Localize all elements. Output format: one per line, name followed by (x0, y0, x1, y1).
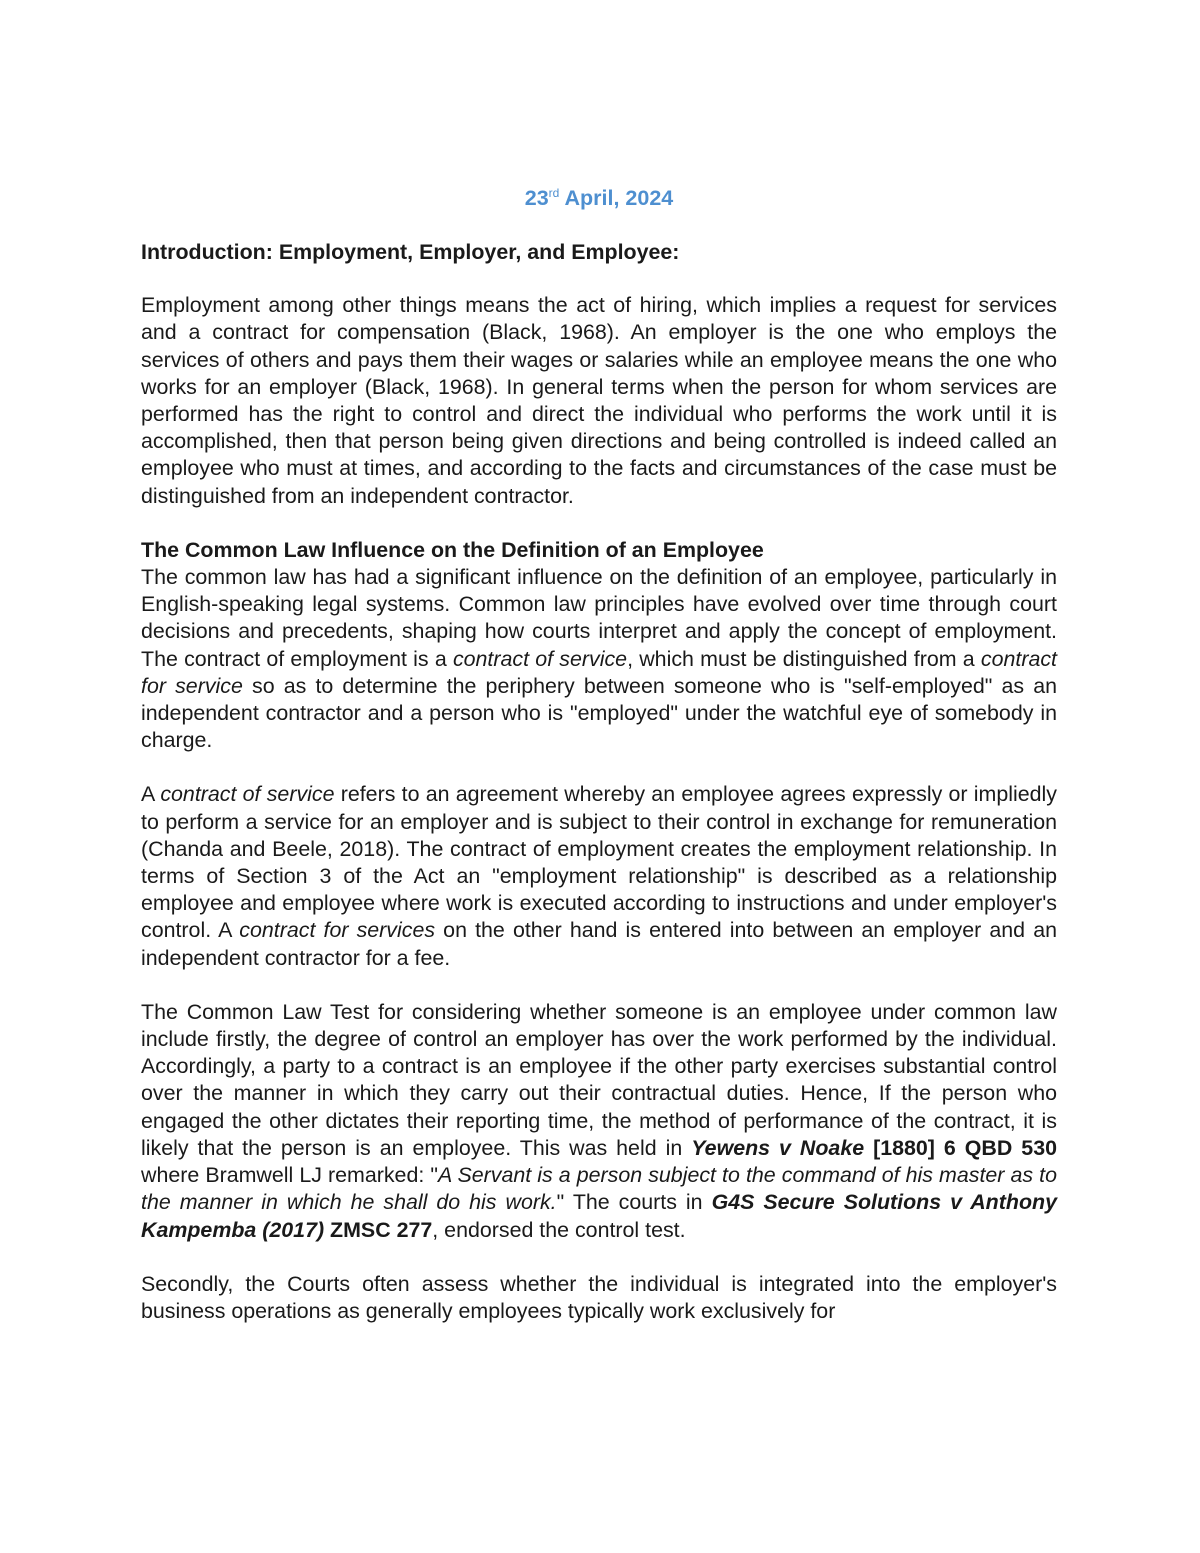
document-date (141, 183, 1057, 213)
text-run: , which must be distinguished from a (627, 646, 981, 671)
quotation: A Servant is a person subject to the command of his master as to the manner in which he shall do his work. (141, 1163, 1057, 1215)
text-run: so as to determine the periphery between someone who is "self-employed" as an independent contractor and a person who is "employed" under the watchful eye of somebody in charge. (141, 673, 1057, 753)
text-run: refers to an agreement whereby an employee agrees expressly or impliedly to perform a service for an employer and is subject to their control in exchange for remuneration (Chanda and Beele, 2018). The contract of employment creates the employment relationship. In terms of Section 3 of the Act an "employment relationship" is described as a relationship employee and employee where work is executed according to instructions and under employer's control. A (141, 782, 1057, 943)
italic-term: contract for services (239, 918, 436, 943)
intro-paragraph: Employment among other things means the act of hiring, which implies a request for services and a contract for compensation (Black, 1968). An employer is the one who employs the services of others and pays them their wages or salaries while an employee means the one who works for an employer (Black, 1968). In general terms when the person for whom services are performed has the right to control and direct the individual who performs the work until it is accomplished, then that person being given directions and being controlled is indeed called an employee who must at times, and according to the facts and circumstances of the case must be distinguished from an independent contractor. (141, 293, 1057, 508)
text-run: The Common Law Test for considering whether someone is an employee under common law include firstly, the degree of control an employer has over the work performed by the individual. Accordingly, a party to a contract is an employee if the other party exercises substantial control over the manner in which they carry out their contractual duties. Hence, If the person who engaged the other dictates their reporting time, the method of performance of the contract, it is likely that the person is an employee. This was held in (141, 999, 1057, 1160)
case-citation: [1880] 6 QBD 530 (864, 1135, 1057, 1160)
italic-term: contract of service (452, 646, 628, 671)
common-law-paragraph-4: Secondly, the Courts often assess whether the individual is integrated into the employer's business operations as generally employees typically work exclusively for (141, 1271, 1057, 1323)
text-run: A (141, 782, 161, 807)
common-law-heading: The Common Law Influence on the Definition of an Employee (141, 537, 764, 562)
italic-term: contract for service (141, 646, 1057, 698)
case-name: Yewens v Noake (691, 1135, 865, 1160)
document-page (141, 183, 1057, 1352)
date-day: 23 (524, 186, 549, 210)
case-name: G4S Secure Solutions v Anthony Kampemba (2017) (141, 1190, 1057, 1242)
text-run: where Bramwell LJ remarked: " (141, 1163, 438, 1188)
text-run: on the other hand is entered into between an employer and an independent contractor for a fee. (141, 918, 1057, 970)
text-run: , endorsed the control test. (432, 1217, 686, 1242)
common-law-paragraph-2 (141, 781, 1057, 971)
text-run: " The courts in (556, 1190, 712, 1215)
italic-term: contract of service (160, 782, 335, 807)
case-citation: ZMSC 277 (324, 1217, 433, 1242)
common-law-paragraph-3 (141, 999, 1057, 1244)
intro-heading: Introduction: Employment, Employer, and Employee: (141, 240, 680, 264)
date-suffix: rd (548, 186, 560, 200)
date-rest: April, 2024 (559, 186, 674, 210)
common-law-paragraph-1 (141, 564, 1057, 754)
text-run: The common law has had a significant influence on the definition of an employee, particularly in English-speaking legal systems. Common law principles have evolved over time through court decisions and precedents, shaping how courts interpret and apply the concept of employment. The contract of employment is a (141, 565, 1057, 671)
